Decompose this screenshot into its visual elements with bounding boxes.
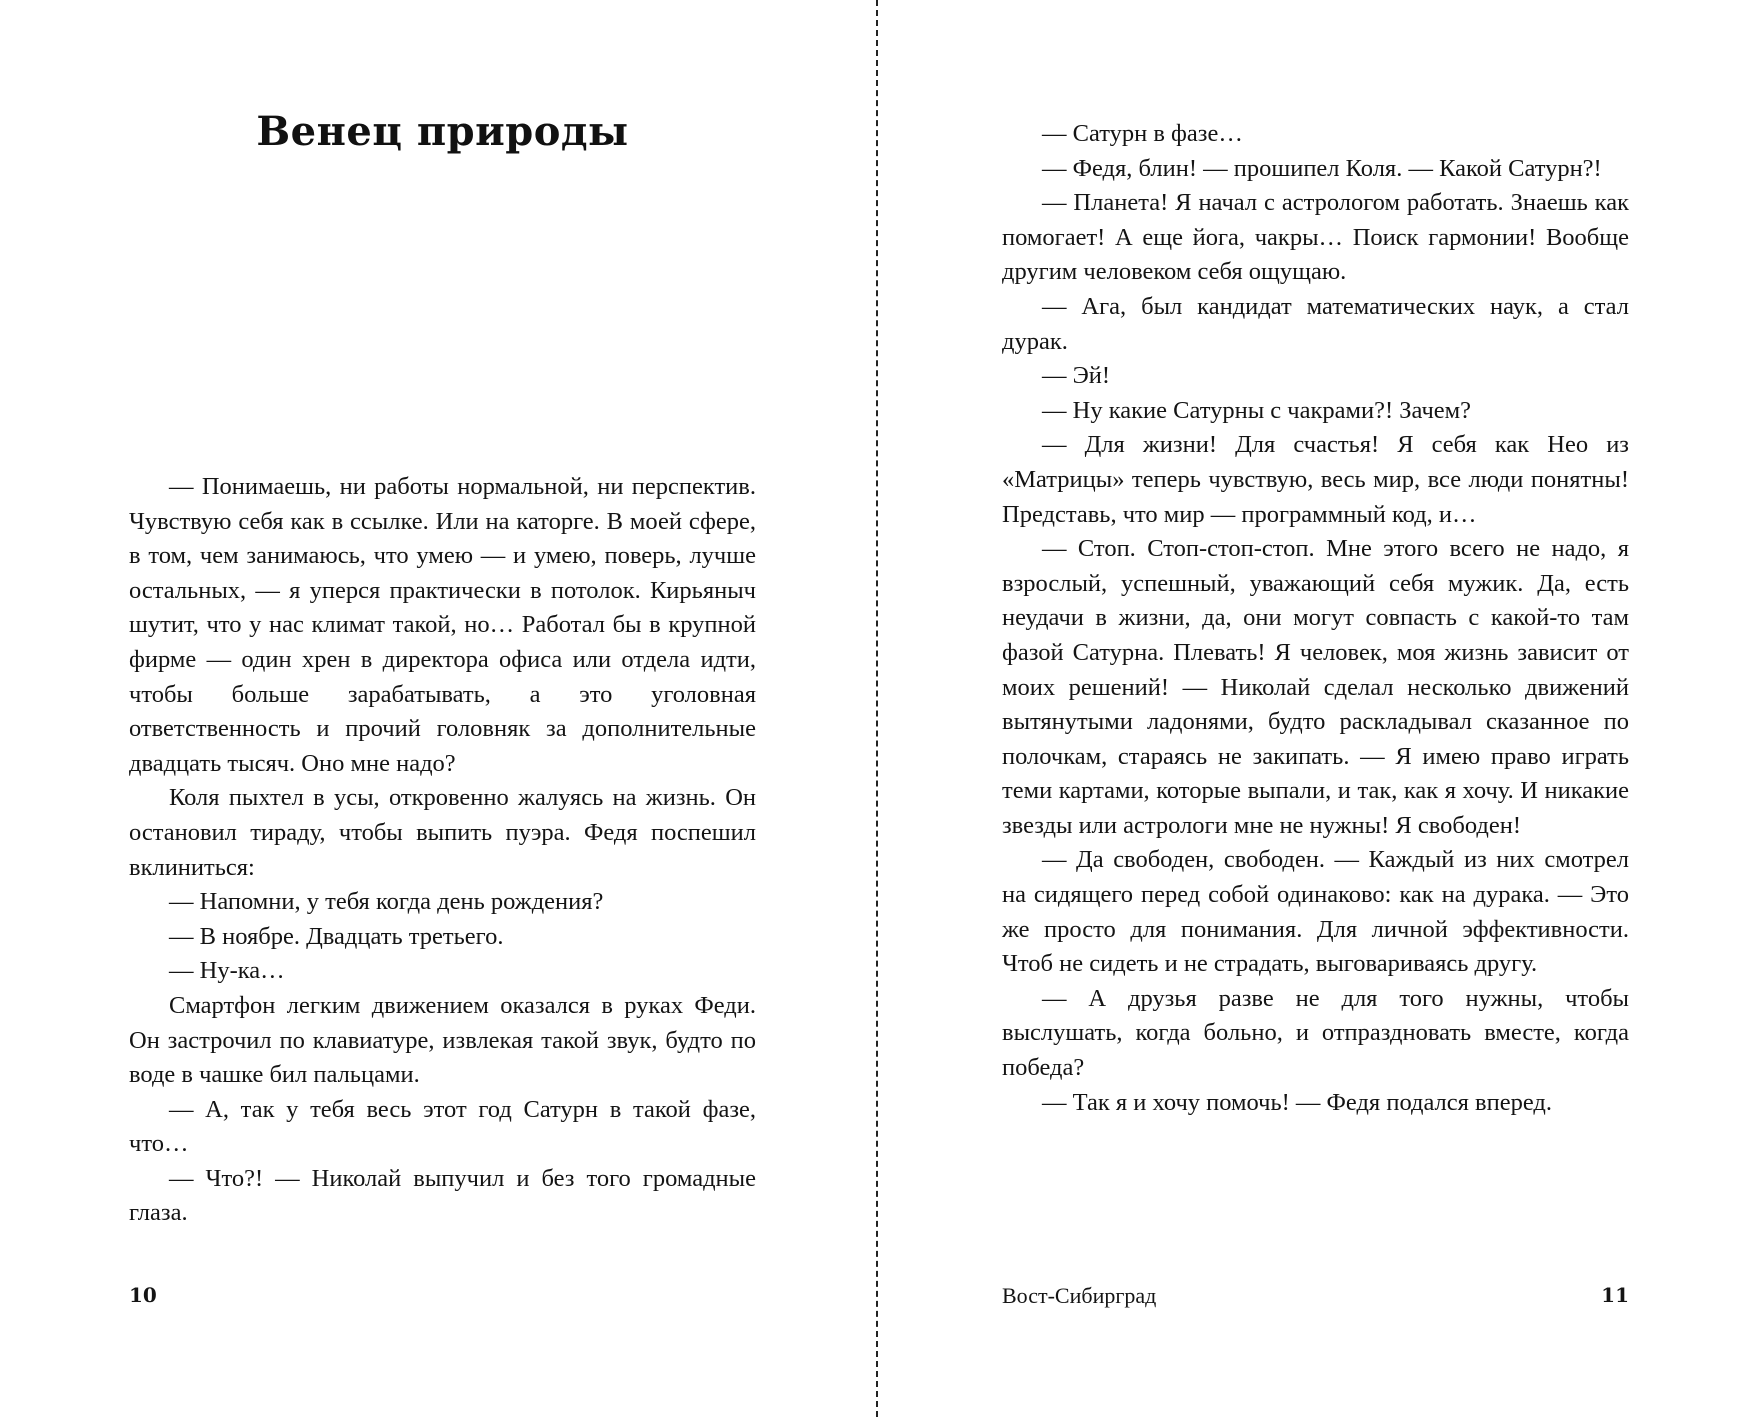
- paragraph: — А друзья разве не для того нужны, чтобы выслушать, когда больно, и отпраздновать вместе, когда победа?: [1002, 984, 1629, 1082]
- paragraph: Коля пыхтел в усы, откровенно жалуясь на жизнь. Он остановил тираду, чтобы выпить пуэра. Федя поспешил вклиниться:: [129, 784, 756, 881]
- paragraph: — Эй!: [1042, 362, 1111, 390]
- page-fold-divider: [876, 0, 878, 1417]
- paragraph: — Для жизни! Для счастья! Я себя как Нео из «Матрицы» теперь чувствую, весь мир, все люди понятны! Представь, что мир — программный код, и…: [1002, 431, 1629, 528]
- chapter-title: Венец природы: [256, 108, 629, 155]
- page-number-right: 11: [1601, 1283, 1629, 1307]
- paragraph: — Сатурн в фазе…: [1042, 120, 1243, 147]
- paragraph: — Понимаешь, ни работы нормальной, ни перспектив. Чувствую себя как в ссылке. Или на каторге. В моей сфере, в том, чем занимаюсь, что умею — и умею, поверь, лучше остальных, — я уперся практически в потолок. Кирьяныч шутит, что у нас климат такой, но… Работал бы в крупной фирме — один хрен в директора офиса или отдела идти, чтобы больше зарабатывать, а это уголовная ответственность и прочий головняк за дополнительные двадцать тысяч. Оно мне надо?: [129, 473, 756, 777]
- paragraph: — Ну-ка…: [169, 957, 285, 985]
- right-page: [1002, 0, 1629, 1417]
- page-number-left: 10: [129, 1283, 157, 1307]
- paragraph: — Да свободен, свободен. — Каждый из них смотрел на сидящего перед собой одинаково: как на дурака. — Это же просто для понимания. Для личной эффективности. Чтоб не сидеть и не страдать, выговариваясь другу.: [1002, 846, 1629, 978]
- left-page: [129, 0, 756, 1417]
- right-page-text: [1002, 117, 1629, 1120]
- left-page-text: [129, 470, 756, 1231]
- paragraph: — Ну какие Сатурны с чакрами?! Зачем?: [1042, 396, 1472, 424]
- paragraph: — А, так у тебя весь этот год Сатурн в такой фазе, что…: [129, 1095, 756, 1158]
- running-head: Вост-Сибирград: [1002, 1283, 1157, 1308]
- paragraph: — Ага, был кандидат математических наук, а стал дурак.: [1002, 292, 1629, 355]
- paragraph: — В ноябре. Двадцать третьего.: [169, 922, 504, 950]
- paragraph: — Стоп. Стоп-стоп-стоп. Мне этого всего не надо, я взрослый, успешный, уважающий себя мужик. Да, есть неудачи в жизни, да, они могут совпасть с какой-то там фазой Сатурна. Плевать! Я человек, моя жизнь зависит от моих решений! — Николай сделал несколько движений вытянутыми ладонями, будто раскладывал сказанное по полочкам, стараясь не закипать. — Я имею право играть теми картами, которые выпали, и так, как я хочу. И никакие звезды или астрологи мне не нужны! Я свободен!: [1002, 535, 1629, 839]
- paragraph: — Напомни, у тебя когда день рождения?: [169, 888, 604, 916]
- paragraph: Смартфон легким движением оказался в руках Феди. Он застрочил по клавиатуре, извлекая такой звук, будто по воде в чашке бил пальцами.: [129, 991, 756, 1089]
- paragraph: — Так я и хочу помочь! — Федя подался вперед.: [1042, 1088, 1552, 1116]
- paragraph: — Федя, блин! — прошипел Коля. — Какой Сатурн?!: [1042, 154, 1602, 182]
- paragraph: — Что?! — Николай выпучил и без того громадные глаза.: [129, 1164, 756, 1227]
- paragraph: — Планета! Я начал с астрологом работать. Знаешь как помогает! А еще йога, чакры… Поиск гармонии! Вообще другим человеком себя ощущаю.: [1002, 189, 1629, 286]
